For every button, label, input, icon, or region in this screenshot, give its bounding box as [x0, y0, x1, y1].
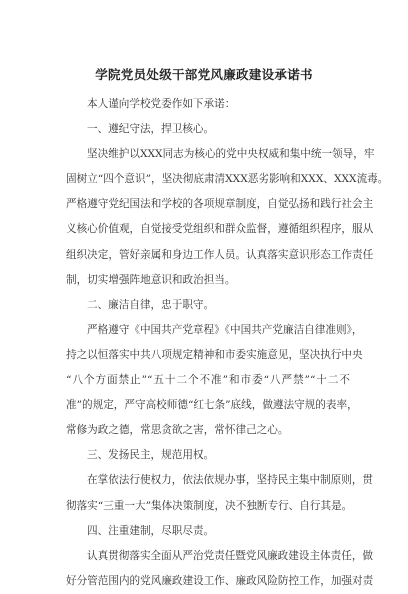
- section-heading: 四、注重建制，尽职尽责。: [87, 524, 215, 537]
- section-heading: 三、发扬民主，规范用权。: [87, 449, 215, 462]
- paragraph-line: 彻落实“三重一大”集体决策制度，决不独断专行、自行其是。: [66, 499, 353, 512]
- paragraph-line: “八个方面禁止”“五十二个不准”和市委“八严禁”“十二不: [66, 374, 350, 387]
- section-heading: 二、廉洁自律，忠于职守。: [87, 298, 215, 311]
- paragraph-line: 制，切实增强阵地意识和政治担当。: [66, 273, 236, 286]
- section-heading: 一、遵纪守法，捍卫核心。: [87, 123, 215, 136]
- paragraph-line: 好分管范围内的党风廉政建设工作、廉政风险防控工作，加强对责: [66, 574, 374, 587]
- paragraph-line: 持之以恒落实中共八项规定精神和市委实施意见，坚决执行中央: [66, 348, 363, 361]
- paragraph-line: 认真贯彻落实全面从严治党责任暨党风廉政建设主体责任，做: [87, 549, 374, 562]
- paragraph-line: 义核心价值观，自觉接受党组织和群众监督，遵循组织程序，服从: [66, 223, 374, 236]
- paragraph-line: 在掌依法行使权力，依法依规办事，坚持民主集中制原则，贯: [87, 474, 374, 487]
- document-title: 学院党员处级干部党风廉政建设承诺书: [95, 67, 313, 82]
- paragraph-line: 常修为政之德，常思贪欲之害，常怀律己之心。: [66, 424, 289, 437]
- document-body: [66, 92, 389, 594]
- paragraph-line: 本人谨向学校党委作如下承诺：: [87, 98, 236, 110]
- paragraph-line: 组织决定，管好亲属和身边工作人员。认真落实意识形态工作责任: [66, 248, 374, 261]
- paragraph-line: 准”的规定，严守高校师德“红七条”底线，做遵法守规的表率，: [66, 399, 358, 412]
- paragraph-line: 坚决维护以XXX同志为核心的党中央权威和集中统一领导，牢: [87, 148, 375, 161]
- paragraph-line: 严格遵守党纪国法和学校的各项规章制度，自觉弘扬和践行社会主: [66, 198, 374, 211]
- paragraph-line: 固树立“四个意识”，坚决彻底肃清XXX恶劣影响和XXX、XXX流毒。: [66, 173, 389, 186]
- paragraph-line: 严格遵守《中国共产党章程》《中国共产党廉洁自律准则》，: [87, 323, 363, 336]
